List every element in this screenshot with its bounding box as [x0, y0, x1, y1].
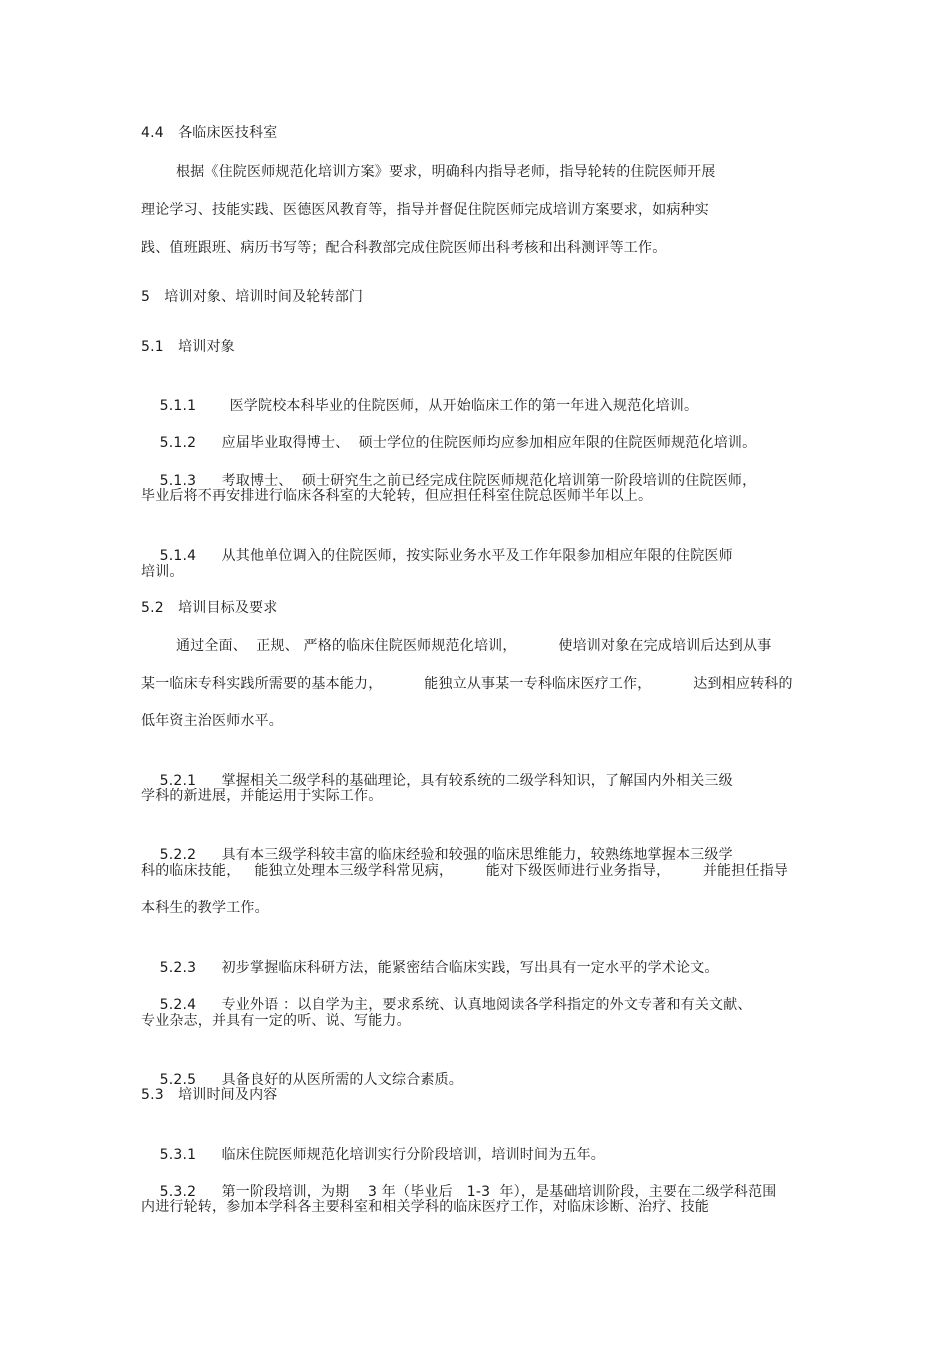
clause-5-2-1 [141, 748, 733, 789]
clause-number: 5.3.1 [159, 1147, 197, 1163]
paragraph-line: 低年资主治医师水平。 [141, 713, 283, 729]
section-5-2-heading: 5.2 培训目标及要求 [141, 600, 278, 616]
clause-5-2-4 [141, 972, 752, 1013]
paragraph-line: 学科的新进展，并能运用于实际工作。 [141, 788, 383, 804]
clause-number: 5.1.2 [159, 435, 197, 451]
section-5-heading: 5 培训对象、培训时间及轮转部门 [141, 289, 364, 305]
clause-text: 第一阶段培训，为期 3 年（毕业后 1-3 年），是基础培训阶段，主要在二级学科范围 [221, 1184, 777, 1200]
clause-number: 5.2.2 [159, 847, 197, 863]
clause-5-1-1 [141, 373, 699, 414]
clause-number: 5.2.4 [159, 997, 197, 1013]
section-4-4-heading: 4.4 各临床医技科室 [141, 125, 278, 141]
paragraph-line: 毕业后将不再安排进行临床各科室的大轮转，但应担任科室住院总医师半年以上。 [141, 488, 653, 504]
clause-5-2-3 [141, 935, 719, 976]
paragraph-line: 根据《住院医师规范化培训方案》要求，明确科内指导老师，指导轮转的住院医师开展 [176, 164, 716, 180]
clause-5-3-1 [141, 1122, 606, 1163]
clause-number: 5.1.3 [159, 473, 197, 489]
paragraph-line: 内进行轮转，参加本学科各主要科室和相关学科的临床医疗工作，对临床诊断、治疗、技能 [141, 1199, 709, 1215]
clause-5-1-3 [141, 448, 757, 489]
clause-text: 专业外语 ：以自学为主，要求系统、认真地阅读各学科指定的外文专著和有关文献、 [221, 997, 752, 1013]
clause-5-1-4 [141, 523, 733, 564]
section-5-3-heading: 5.3 培训时间及内容 [141, 1087, 278, 1103]
clause-text: 掌握相关二级学科的基础理论，具有较系统的二级学科知识，了解国内外相关三级 [221, 773, 733, 789]
clause-number: 5.2.1 [159, 773, 197, 789]
clause-5-1-2 [141, 410, 757, 451]
paragraph-line: 科的临床技能， 能独立处理本三级学科常见病， 能对下级医师进行业务指导， 并能担任指导 [141, 863, 789, 879]
clause-text: 医学院校本科毕业的住院医师，从开始临床工作的第一年进入规范化培训。 [229, 398, 699, 414]
clause-number: 5.2.5 [159, 1072, 197, 1088]
clause-5-3-2 [141, 1159, 777, 1200]
clause-text: 具有本三级学科较丰富的临床经验和较强的临床思维能力，较熟练地掌握本三级学 [221, 847, 733, 863]
clause-text: 初步掌握临床科研方法，能紧密结合临床实践，写出具有一定水平的学术论文。 [221, 960, 719, 976]
clause-text: 考取博士、 硕士研究生之前已经完成住院医师规范化培训第一阶段培训的住院医师， [221, 473, 757, 489]
clause-text: 具备良好的从医所需的人文综合素质。 [221, 1072, 464, 1088]
clause-5-2-2 [141, 822, 733, 863]
paragraph-line: 通过全面、 正规、 严格的临床住院医师规范化培训， 使培训对象在完成培训后达到从事 [176, 638, 772, 654]
section-5-1-heading: 5.1 培训对象 [141, 339, 235, 355]
paragraph-line: 本科生的教学工作。 [141, 900, 269, 916]
paragraph-line: 践、值班跟班、病历书写等；配合科教部完成住院医师出科考核和出科测评等工作。 [141, 240, 667, 256]
paragraph-line: 培训。 [141, 564, 184, 580]
clause-5-2-5 [141, 1047, 464, 1088]
clause-number: 5.1.1 [159, 398, 197, 414]
clause-text: 临床住院医师规范化培训实行分阶段培训，培训时间为五年。 [221, 1147, 606, 1163]
clause-text: 从其他单位调入的住院医师，按实际业务水平及工作年限参加相应年限的住院医师 [221, 548, 733, 564]
paragraph-line: 某一临床专科实践所需要的基本能力， 能独立从事某一专科临床医疗工作， 达到相应转科的 [141, 676, 793, 692]
clause-text: 应届毕业取得博士、 硕士学位的住院医师均应参加相应年限的住院医师规范化培训。 [221, 435, 757, 451]
paragraph-line: 理论学习、技能实践、医德医风教育等，指导并督促住院医师完成培训方案要求，如病种实 [141, 202, 709, 218]
clause-number: 5.1.4 [159, 548, 197, 564]
clause-number: 5.3.2 [159, 1184, 197, 1200]
clause-number: 5.2.3 [159, 960, 197, 976]
paragraph-line: 专业杂志，并具有一定的听、说、写能力。 [141, 1013, 411, 1029]
